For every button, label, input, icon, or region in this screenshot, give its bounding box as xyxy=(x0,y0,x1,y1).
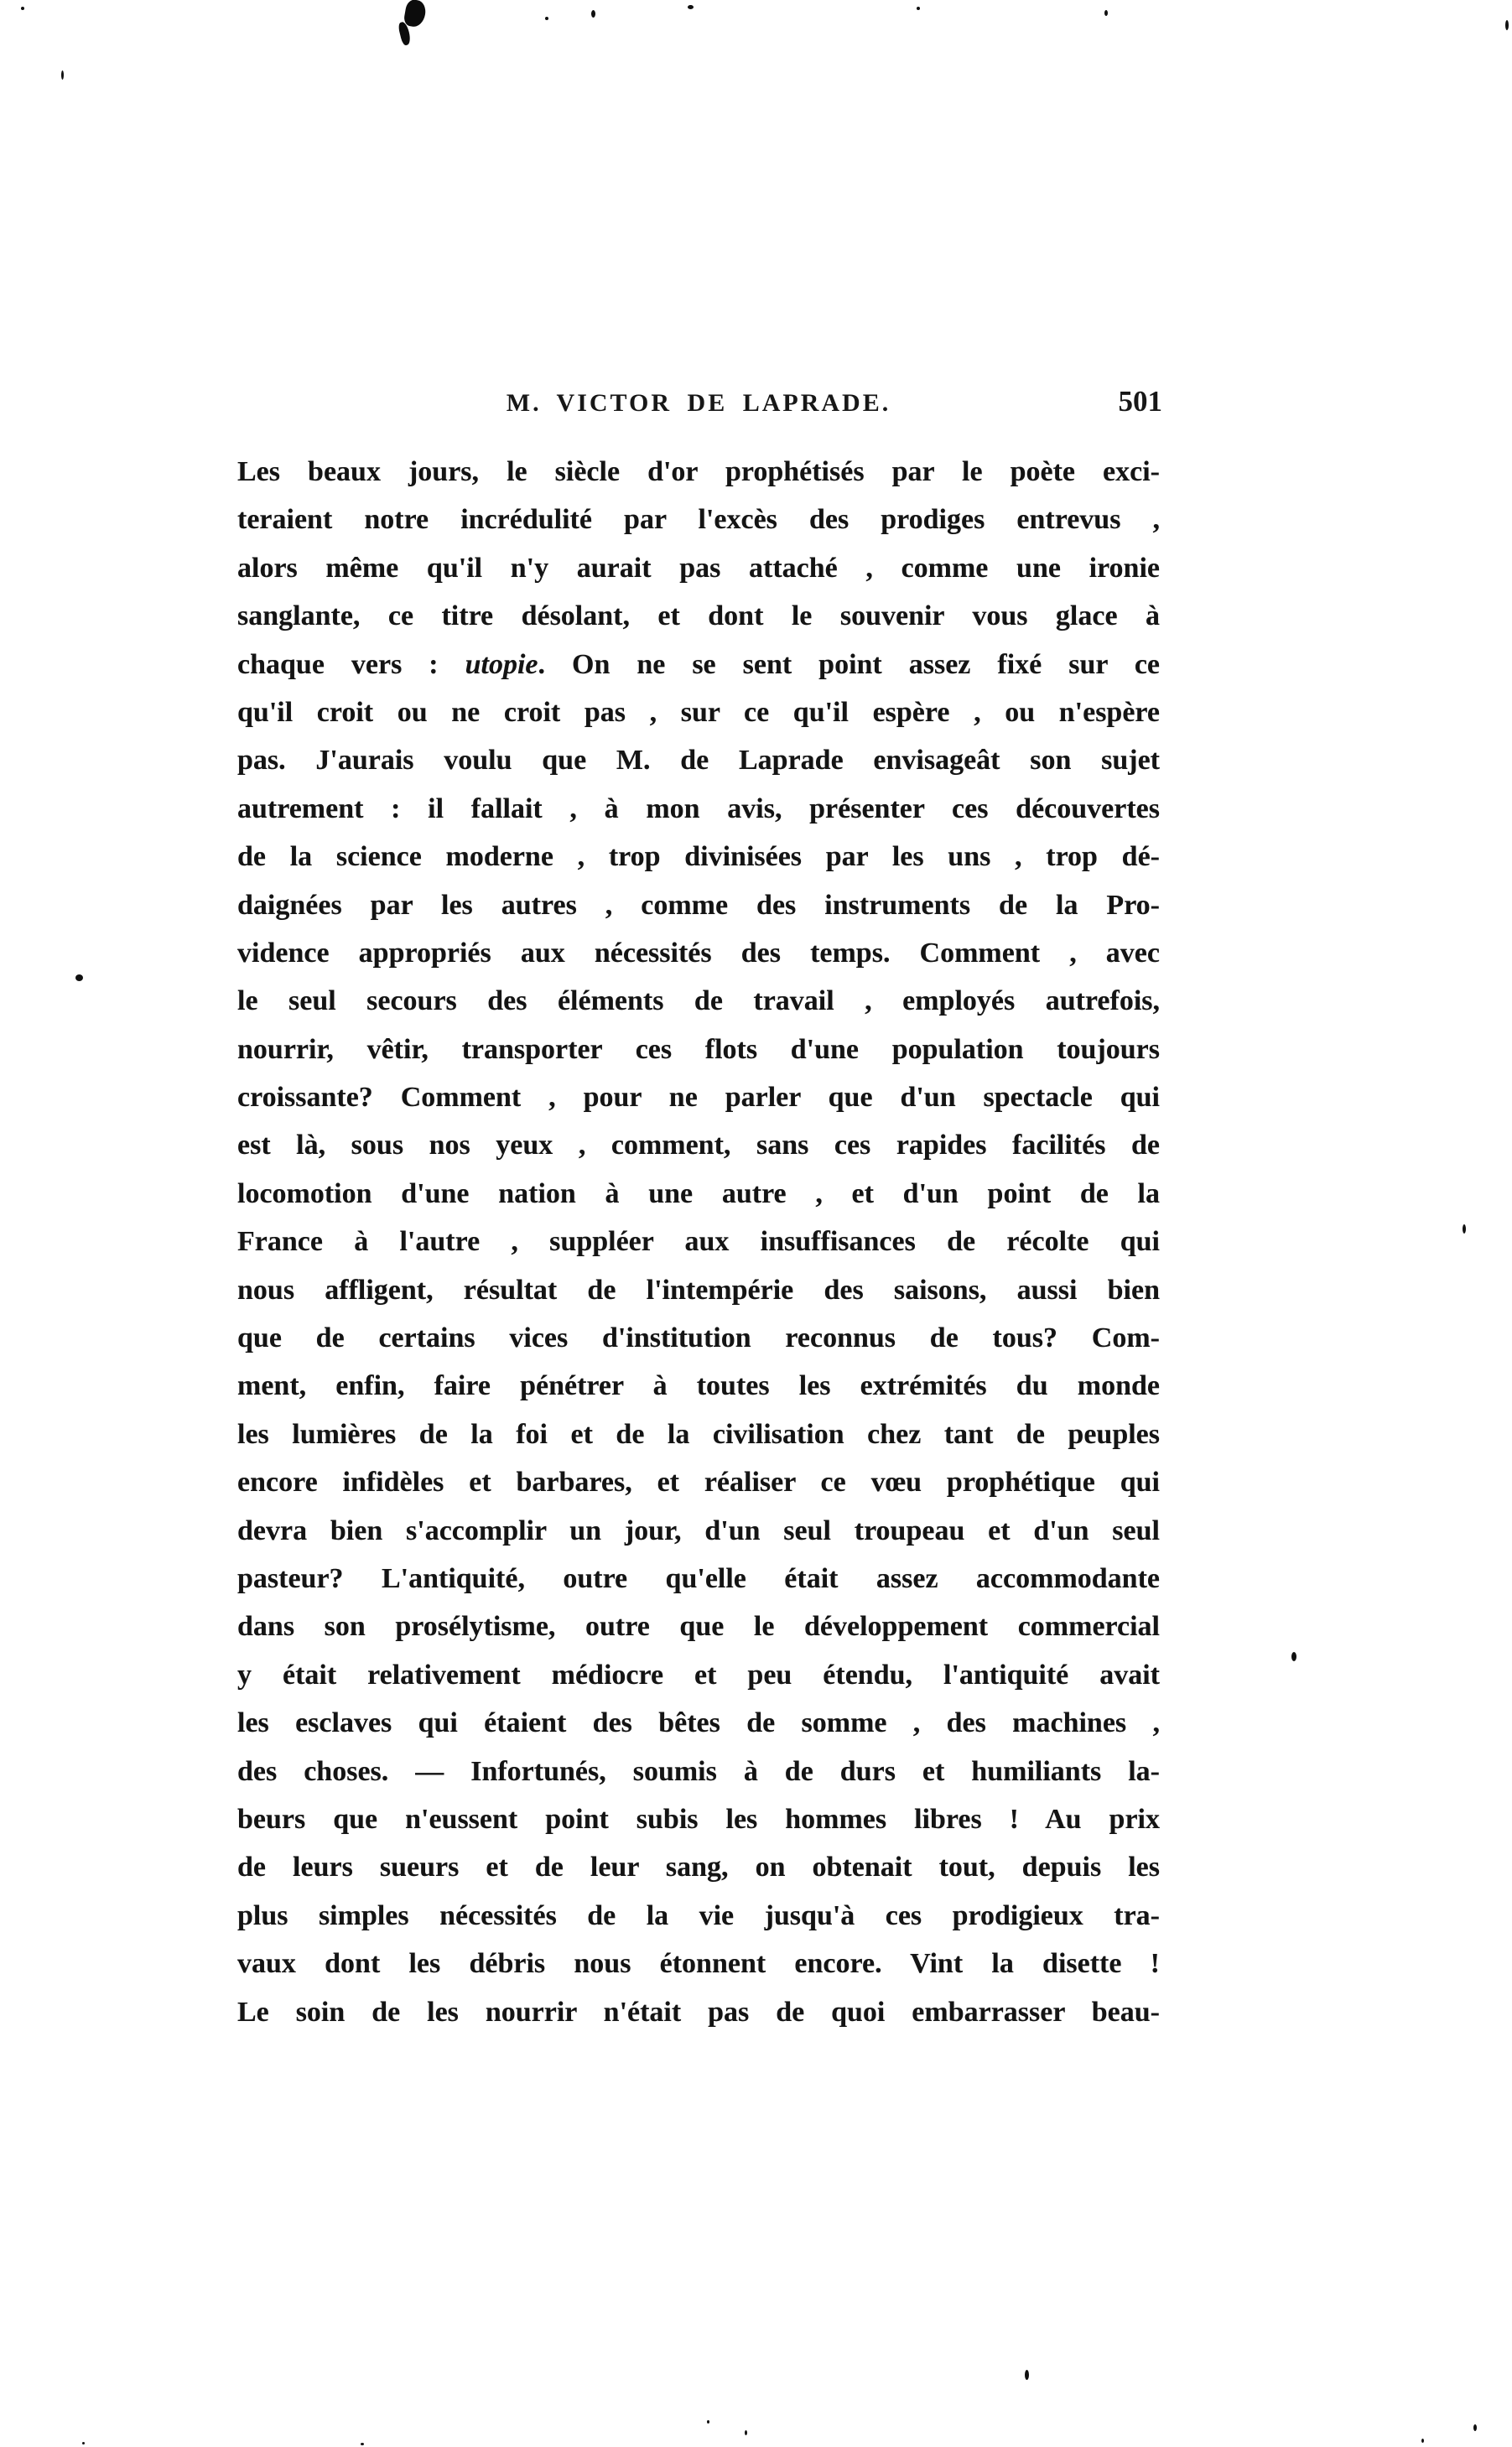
text-line xyxy=(237,1073,1160,1121)
text-line xyxy=(237,1266,1160,1314)
text-line xyxy=(237,544,1160,592)
text-segment: que de certains vices d'institution reconnus de tous? Com- xyxy=(237,1322,1160,1354)
text-line xyxy=(237,833,1160,881)
text-line xyxy=(237,448,1160,496)
text-line xyxy=(237,1651,1160,1699)
text-segment: les esclaves qui étaient des bêtes de somme , des machines , xyxy=(237,1707,1160,1739)
text-line xyxy=(237,881,1160,929)
text-line xyxy=(237,1507,1160,1555)
running-title: M. VICTOR DE LAPRADE. xyxy=(506,389,891,417)
text-line xyxy=(237,785,1160,833)
text-segment: teraient notre incrédulité par l'excès des prodiges entrevus , xyxy=(237,504,1160,536)
text-segment: alors même qu'il n'y aurait pas attaché , comme une ironie xyxy=(237,552,1160,584)
text-segment: nous affligent, résultat de l'intempérie des saisons, aussi bien xyxy=(237,1274,1160,1306)
ink-speck xyxy=(1104,10,1108,16)
text-line xyxy=(237,977,1160,1025)
page-number: 501 xyxy=(1118,385,1162,418)
text-line xyxy=(237,688,1160,736)
text-segment: chaque vers : xyxy=(237,648,465,680)
text-line xyxy=(237,1218,1160,1265)
ink-speck xyxy=(361,2443,364,2445)
ink-speck xyxy=(1473,2424,1477,2431)
text-segment: Le soin de les nourrir n'était pas de quoi embarrasser beau- xyxy=(237,1996,1160,2028)
text-segment: le seul secours des éléments de travail , employés autrefois, xyxy=(237,985,1160,1017)
ink-speck xyxy=(82,2442,85,2444)
text-line xyxy=(237,1892,1160,1940)
text-line xyxy=(237,1748,1160,1795)
ink-speck xyxy=(61,70,64,80)
text-segment: pasteur? L'antiquité, outre qu'elle était assez accommodante xyxy=(237,1562,1160,1594)
text-segment: vidence appropriés aux nécessités des temps. Comment , avec xyxy=(237,937,1160,969)
ink-speck xyxy=(688,5,694,9)
text-line xyxy=(237,929,1160,977)
text-line xyxy=(237,1026,1160,1073)
text-line xyxy=(237,1121,1160,1169)
text-line xyxy=(237,736,1160,784)
ink-speck xyxy=(1463,1224,1466,1234)
text-line xyxy=(237,1843,1160,1891)
text-segment: des choses. — Infortunés, soumis à de durs et humiliants la- xyxy=(237,1755,1160,1787)
text-segment: autrement : il fallait , à mon avis, présenter ces découvertes xyxy=(237,792,1160,824)
text-segment: ment, enfin, faire pénétrer à toutes les extrémités du monde xyxy=(237,1370,1160,1402)
text-line xyxy=(237,1458,1160,1506)
text-line xyxy=(237,1988,1160,2036)
text-segment: y était relativement médiocre et peu étendu, l'antiquité avait xyxy=(237,1659,1160,1691)
text-segment: Les beaux jours, le siècle d'or prophétisés par le poète exci- xyxy=(237,456,1160,487)
text-line xyxy=(237,1699,1160,1747)
ink-speck xyxy=(21,7,24,10)
ink-blot xyxy=(403,0,427,29)
text-segment: vaux dont les débris nous étonnent encore. Vint la disette ! xyxy=(237,1948,1160,1980)
text-line xyxy=(237,1940,1160,1987)
ink-speck xyxy=(591,10,595,18)
text-segment: France à l'autre , suppléer aux insuffisances de récolte qui xyxy=(237,1226,1160,1258)
text-segment: de la science moderne , trop divinisées par les uns , trop dé- xyxy=(237,841,1160,873)
text-line xyxy=(237,641,1160,688)
ink-speck xyxy=(1505,20,1509,30)
ink-speck xyxy=(745,2430,747,2435)
ink-speck xyxy=(1291,1652,1296,1661)
text-line xyxy=(237,496,1160,543)
text-line xyxy=(237,1362,1160,1410)
text-line xyxy=(237,1795,1160,1843)
text-segment: sanglante, ce titre désolant, et dont le souvenir vous glace à xyxy=(237,600,1160,632)
text-segment: nourrir, vêtir, transporter ces flots d'une population toujours xyxy=(237,1033,1160,1065)
italic-text-segment: utopie xyxy=(465,648,538,680)
text-segment: les lumières de la foi et de la civilisation chez tant de peuples xyxy=(237,1418,1160,1450)
text-segment: encore infidèles et barbares, et réaliser ce vœu prophétique qui xyxy=(237,1467,1160,1499)
text-segment: . On ne se sent point assez fixé sur ce xyxy=(538,648,1160,680)
ink-speck xyxy=(545,17,548,20)
ink-speck xyxy=(917,7,920,10)
text-segment: locomotion d'une nation à une autre , et d'un point de la xyxy=(237,1177,1160,1209)
text-segment: daignées par les autres , comme des instruments de la Pro- xyxy=(237,889,1160,921)
ink-speck xyxy=(1025,2370,1029,2380)
ink-speck xyxy=(75,974,83,981)
text-segment: croissante? Comment , pour ne parler que d'un spectacle qui xyxy=(237,1082,1160,1114)
text-segment: de leurs sueurs et de leur sang, on obtenait tout, depuis les xyxy=(237,1852,1160,1883)
text-segment: qu'il croit ou ne croit pas , sur ce qu'il espère , ou n'espère xyxy=(237,696,1160,728)
text-segment: devra bien s'accomplir un jour, d'un seul troupeau et d'un seul xyxy=(237,1514,1160,1546)
text-segment: pas. J'aurais voulu que M. de Laprade envisageât son sujet xyxy=(237,745,1160,777)
text-line xyxy=(237,1314,1160,1362)
text-segment: plus simples nécessités de la vie jusqu'à ces prodigieux tra- xyxy=(237,1899,1160,1931)
text-line xyxy=(237,1603,1160,1650)
text-segment: beurs que n'eussent point subis les hommes libres ! Au prix xyxy=(237,1803,1160,1835)
ink-speck xyxy=(1421,2439,1424,2443)
text-segment: dans son prosélytisme, outre que le développement commercial xyxy=(237,1611,1160,1643)
text-line xyxy=(237,592,1160,640)
text-line xyxy=(237,1170,1160,1218)
text-line xyxy=(237,1555,1160,1603)
text-line xyxy=(237,1411,1160,1458)
ink-speck xyxy=(707,2420,709,2424)
text-segment: est là, sous nos yeux , comment, sans ces rapides facilités de xyxy=(237,1130,1160,1161)
page-text xyxy=(237,448,1160,2036)
